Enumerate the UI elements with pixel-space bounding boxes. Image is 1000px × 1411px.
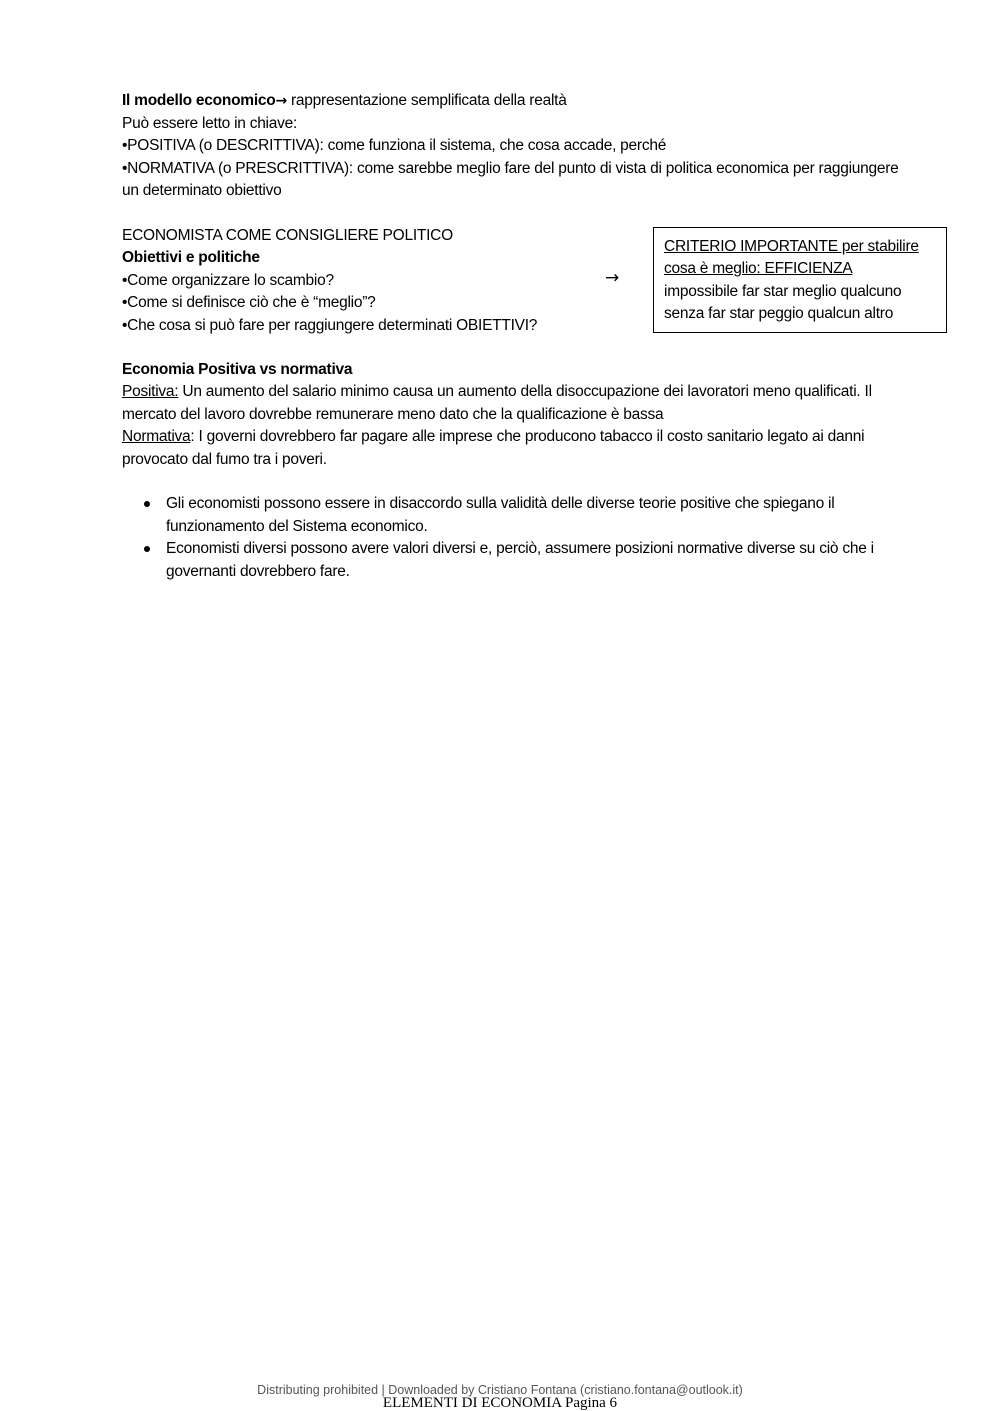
bullet-icon bbox=[144, 501, 150, 507]
criterio-definition-line2: senza far star peggio qualcun altro bbox=[664, 305, 894, 322]
criterio-title-line2: cosa è meglio: EFFICIENZA bbox=[664, 260, 853, 277]
page-footer: ELEMENTI DI ECONOMIA Pagina 6 bbox=[382, 1395, 618, 1411]
bullet-icon bbox=[144, 546, 150, 552]
criterio-title-line1: CRITERIO IMPORTANTE per stabilire bbox=[664, 237, 919, 255]
modello-title: Il modello economico bbox=[122, 92, 276, 109]
criterio-definition-line1: impossibile far star meglio qualcuno bbox=[664, 282, 902, 300]
consigliere-section bbox=[122, 225, 942, 337]
modello-positiva: •POSITIVA (o DESCRITTIVA): come funziona il sistema, che cosa accade, perché bbox=[122, 137, 667, 154]
criterio-box bbox=[653, 227, 947, 333]
list-item-text: Economisti diversi possono avere valori diversi e, perciò, assumere posizioni normative diverse su ciò che i governanti dovrebbero fare. bbox=[166, 540, 874, 580]
document-body bbox=[122, 90, 942, 583]
disagreement-list bbox=[122, 493, 942, 583]
consigliere-item: •Come si definisce ciò che è “meglio”? bbox=[122, 294, 376, 311]
arrow-right-icon: → bbox=[605, 267, 619, 288]
modello-normativa: •NORMATIVA (o PRESCRITTIVA): come sarebbe meglio fare del punto di vista di politica economica per raggiungere un determinato obiettivo bbox=[122, 159, 899, 199]
normativa-paragraph bbox=[122, 426, 927, 471]
normativa-label: Normativa bbox=[122, 428, 191, 445]
list-item-text: Gli economisti possono essere in disaccordo sulla validità delle diverse teorie positive che spiegano il funzionamento del Sistema economico. bbox=[166, 495, 835, 535]
positiva-paragraph bbox=[122, 381, 892, 426]
positiva-text: Un aumento del salario minimo causa un aumento della disoccupazione dei lavoratori meno qualificati. Il mercato del lavoro dovrebbe remunerare meno dato che la qualificazione è bassa bbox=[122, 383, 872, 423]
consigliere-heading: ECONOMISTA COME CONSIGLIERE POLITICO bbox=[122, 226, 453, 244]
normativa-text: : I governi dovrebbero far pagare alle imprese che producono tabacco il costo sanitario legato ai danni provocato dal fumo tra i poveri. bbox=[122, 428, 865, 468]
modello-title-line bbox=[122, 90, 942, 113]
positiva-normativa-heading: Economia Positiva vs normativa bbox=[122, 360, 353, 378]
list-item bbox=[166, 538, 936, 583]
modello-title-rest: rappresentazione semplificata della realtà bbox=[286, 92, 567, 109]
consigliere-item: •Che cosa si può fare per raggiungere determinati OBIETTIVI? bbox=[122, 316, 538, 334]
modello-intro: Può essere letto in chiave: bbox=[122, 114, 298, 132]
distribution-notice: Distributing prohibited | Downloaded by Cristiano Fontana (cristiano.fontana@outlook.it) bbox=[257, 1383, 743, 1397]
consigliere-item: •Come organizzare lo scambio? bbox=[122, 271, 334, 289]
list-item bbox=[166, 493, 936, 538]
positiva-label: Positiva: bbox=[122, 383, 179, 400]
arrow-right-icon: → bbox=[275, 93, 287, 109]
consigliere-subheading: Obiettivi e politiche bbox=[122, 249, 260, 266]
